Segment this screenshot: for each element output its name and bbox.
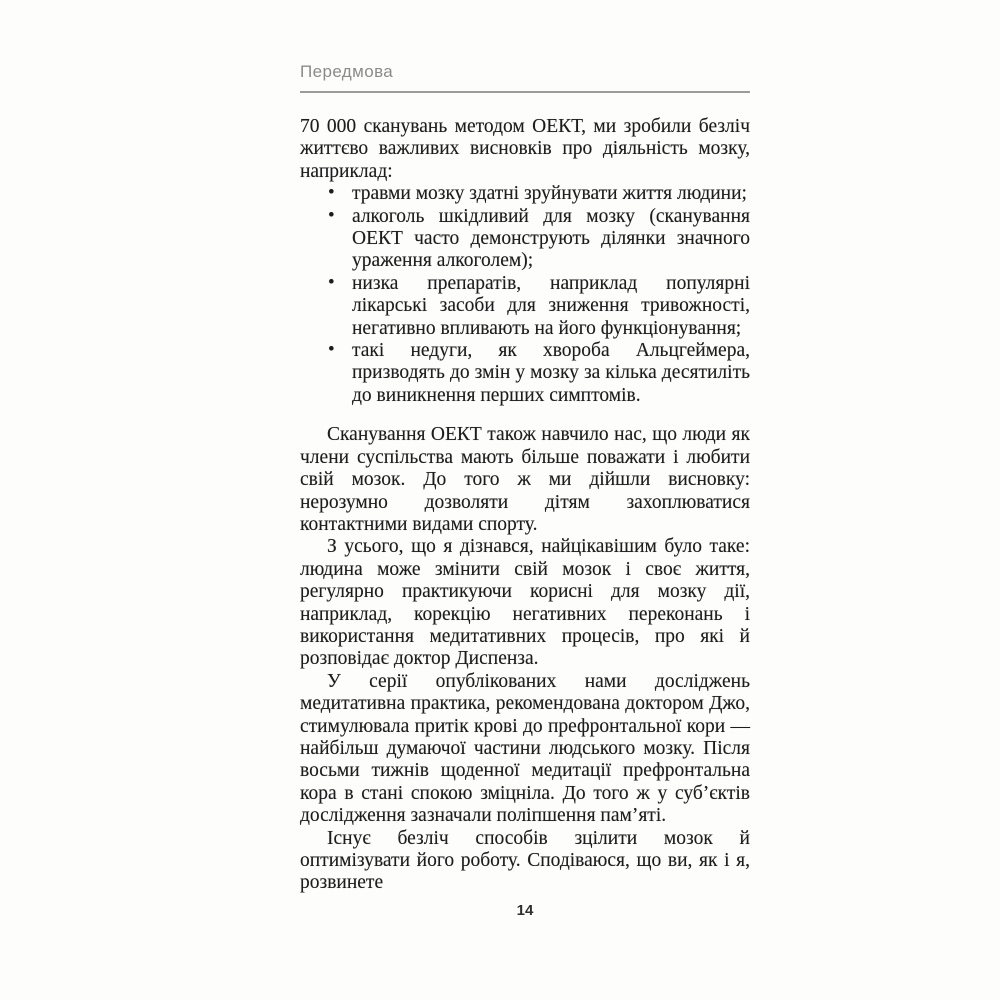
text-column [300, 116, 750, 895]
paragraph: У серії опублікованих нами досліджень медитативна практика, рекомендована доктором Джо, стимулювала притік крові до префронтальної кори — найбільш думаючої частини людського мозку. Після восьми тижнів щоденної медитації префронтальна кора в стані спокою зміцніла. До того ж у суб’єктів дослідження зазначали поліпшення пам’яті. [300, 670, 750, 827]
list-item-text: алкоголь шкідливий для мозку (сканування ОЕКТ часто демонструють ділянки значного ураження алкоголем); [352, 205, 750, 272]
list-item [300, 273, 750, 340]
bullet-icon: • [328, 339, 335, 361]
list-item-text: низка препаратів, наприклад популярні лікарські засоби для зниження тривожності, негативно впливають на його функціонування; [352, 272, 750, 339]
paragraph: З усього, що я дізнався, найцікавішим було таке: людина може змінити свій мозок і своє життя, регулярно практикуючи корисні для мозку дії, наприклад, корекцію негативних переконань і використання медитативних процесів, про які й розповідає доктор Диспенза. [300, 536, 750, 670]
list-item [300, 206, 750, 273]
running-head [300, 62, 750, 93]
page-number: 14 [516, 902, 534, 919]
list-item [300, 340, 750, 407]
list-item-text: травми мозку здатні зруйнувати життя людини; [352, 183, 747, 205]
list-item [300, 183, 750, 205]
paragraph: Сканування ОЕКТ також навчило нас, що люди як члени суспільства мають більше поважати і любити свій мозок. До того ж ми дійшли висновку: нерозумно дозволяти дітям захоплюватися контактними видами спорту. [300, 424, 750, 535]
bullet-list [300, 183, 750, 407]
bullet-icon: • [328, 271, 335, 293]
paragraph-intro: 70 000 сканувань методом ОЕКТ, ми зробили безліч життєво важливих висновків про діяльність мозку, наприклад: [300, 116, 750, 182]
bullet-icon: • [328, 182, 335, 204]
list-item-text: такі недуги, як хвороба Альцгеймера, призводять до змін у мозку за кілька десятиліть до виникнення перших симптомів. [352, 340, 750, 406]
paragraph: Існує безліч способів зцілити мозок й оптимізувати його роботу. Сподіваюся, що ви, як і я, розвинете [300, 827, 750, 894]
bullet-icon: • [328, 204, 335, 226]
chapter-title: Передмова [300, 62, 394, 81]
